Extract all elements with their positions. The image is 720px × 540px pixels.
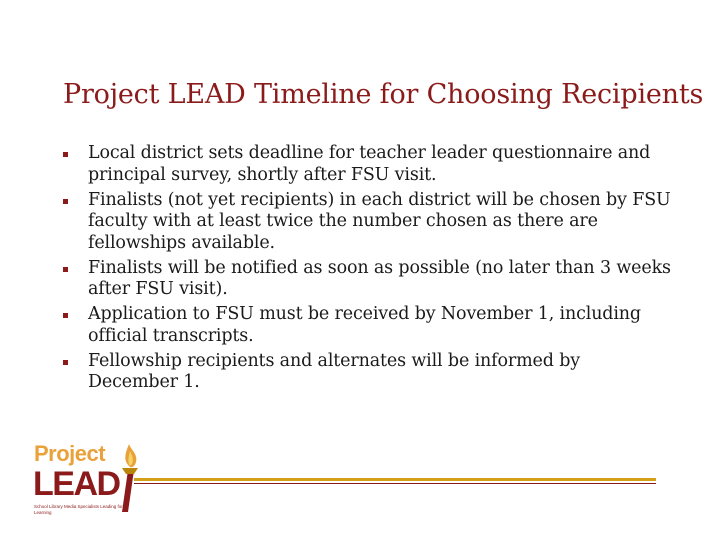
bullet-item — [62, 143, 672, 186]
bullet-text: Finalists will be notified as soon as possible (no later than 3 weeks after FSU visit). — [88, 257, 671, 299]
bullet-item — [62, 258, 672, 301]
slide-title: Project LEAD Timeline for Choosing Recipients — [63, 79, 704, 110]
logo-tagline: School Library Media Specialists Leading for Learning — [34, 504, 123, 515]
bullet-square-icon — [63, 267, 68, 272]
bullet-square-icon — [63, 199, 68, 204]
bullet-square-icon — [63, 360, 68, 365]
bullet-text: Application to FSU must be received by November 1, including official transcripts. — [88, 304, 641, 346]
bullet-item — [62, 190, 672, 255]
bullet-square-icon — [63, 313, 68, 318]
bullet-item — [62, 304, 672, 347]
bullet-text: Fellowship recipients and alternates will be informed by December 1. — [88, 350, 580, 392]
bullet-item — [62, 351, 672, 394]
bullet-text: Finalists (not yet recipients) in each district will be chosen by FSU faculty with at least twice the number chosen as there are fellowships available. — [88, 189, 671, 253]
bullet-list — [62, 143, 672, 397]
footer-rule-red — [134, 483, 656, 484]
footer-rule-gold — [134, 478, 656, 481]
logo-word-lead: LEAD — [33, 465, 120, 503]
project-lead-logo — [30, 440, 140, 518]
bullet-text: Local district sets deadline for teacher leader questionnaire and principal survey, shortly after FSU visit. — [88, 143, 651, 185]
logo-word-project: Project — [34, 441, 106, 466]
bullet-square-icon — [63, 152, 68, 157]
